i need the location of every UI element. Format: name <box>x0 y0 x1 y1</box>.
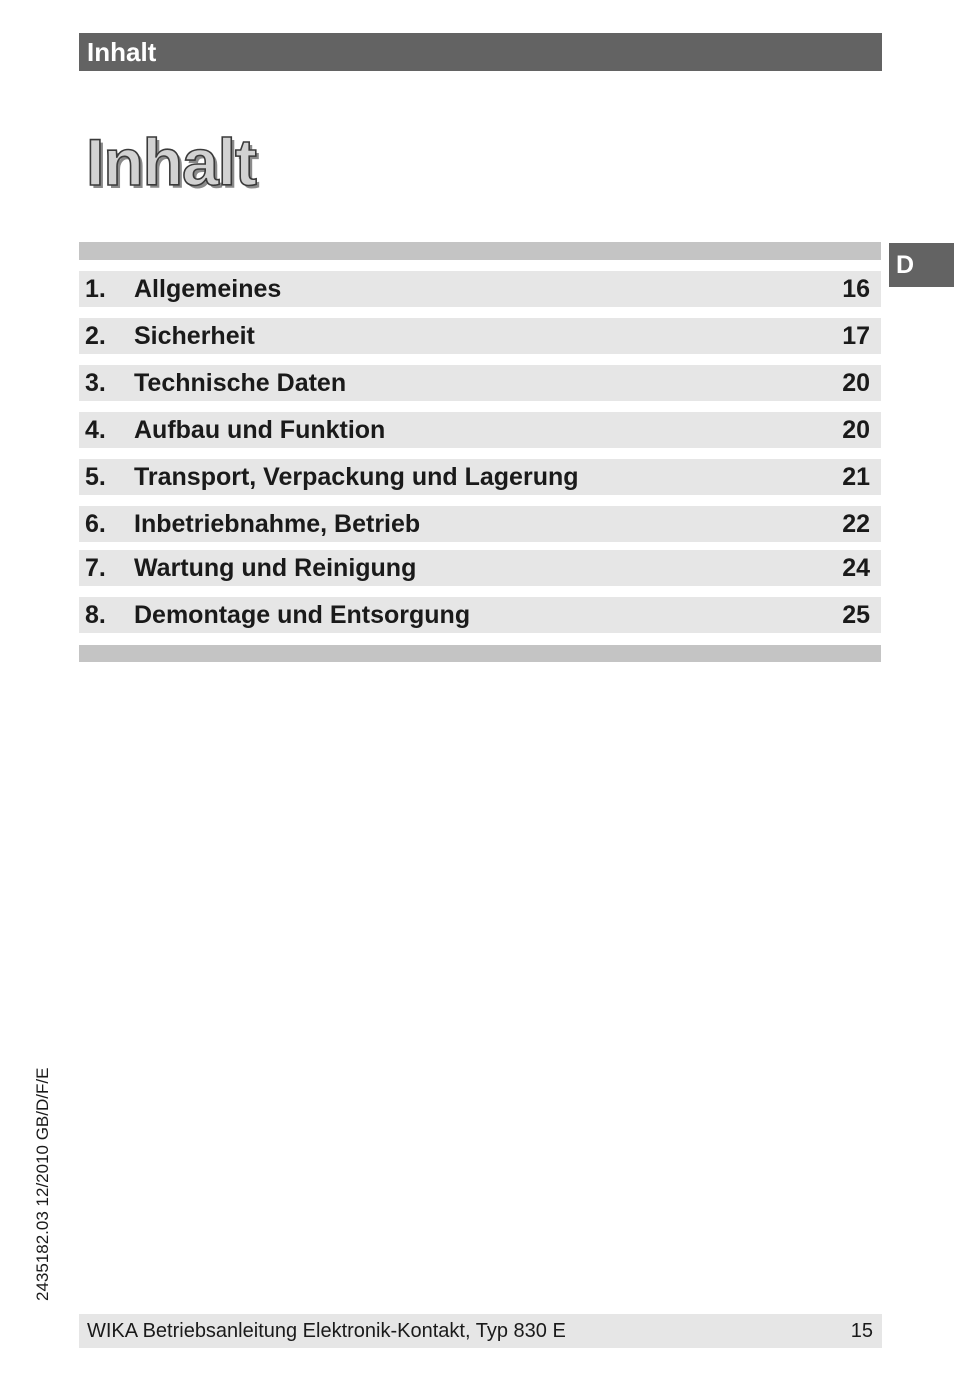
document-code: 2435182.03 12/2010 GB/D/F/E <box>33 1067 52 1301</box>
toc-item-wartung[interactable] <box>79 550 881 586</box>
toc-page: 24 <box>842 554 870 582</box>
toc-title: Transport, Verpackung und Lagerung <box>134 463 579 491</box>
toc-title: Technische Daten <box>134 369 347 397</box>
toc-title: Aufbau und Funktion <box>134 416 386 444</box>
toc-number: 1. <box>85 275 106 303</box>
footer-page-number: 15 <box>850 1320 873 1342</box>
toc-item-allgemeines[interactable] <box>79 271 881 307</box>
footer-bar <box>79 1314 882 1348</box>
toc-item-demontage[interactable] <box>79 597 881 633</box>
toc-number: 7. <box>85 554 106 582</box>
toc-number: 6. <box>85 510 106 538</box>
toc-page: 17 <box>842 322 870 350</box>
toc-page: 22 <box>842 510 870 538</box>
toc-number: 3. <box>85 369 106 397</box>
toc-item-transport[interactable] <box>79 459 881 495</box>
toc-title: Sicherheit <box>134 322 255 350</box>
toc-item-technische-daten[interactable] <box>79 365 881 401</box>
toc-number: 8. <box>85 601 106 629</box>
toc-number: 4. <box>85 416 106 444</box>
footer-text: WIKA Betriebsanleitung Elektronik-Kontakt, Typ 830 E <box>87 1320 566 1342</box>
toc-number: 2. <box>85 322 106 350</box>
header-bar <box>79 33 882 71</box>
toc-title: Inbetriebnahme, Betrieb <box>134 510 421 538</box>
language-tab-label: D <box>896 251 915 279</box>
language-tab[interactable] <box>889 243 954 287</box>
toc-page: 25 <box>842 601 870 629</box>
toc-item-inbetriebnahme[interactable] <box>79 506 881 542</box>
toc-title: Demontage und Entsorgung <box>134 601 471 629</box>
toc-item-sicherheit[interactable] <box>79 318 881 354</box>
toc-page: 16 <box>842 275 870 303</box>
toc-rule-bottom <box>79 645 881 662</box>
toc-title: Wartung und Reinigung <box>134 554 417 582</box>
toc-number: 5. <box>85 463 106 491</box>
toc-page: 20 <box>842 416 870 444</box>
toc-rule-top <box>79 242 881 260</box>
toc-page: 20 <box>842 369 870 397</box>
header-title: Inhalt <box>87 37 157 67</box>
toc-page: 21 <box>842 463 870 491</box>
toc-title: Allgemeines <box>134 275 282 303</box>
page-title: Inhalt <box>86 125 256 199</box>
toc-item-aufbau-und-funktion[interactable] <box>79 412 881 448</box>
